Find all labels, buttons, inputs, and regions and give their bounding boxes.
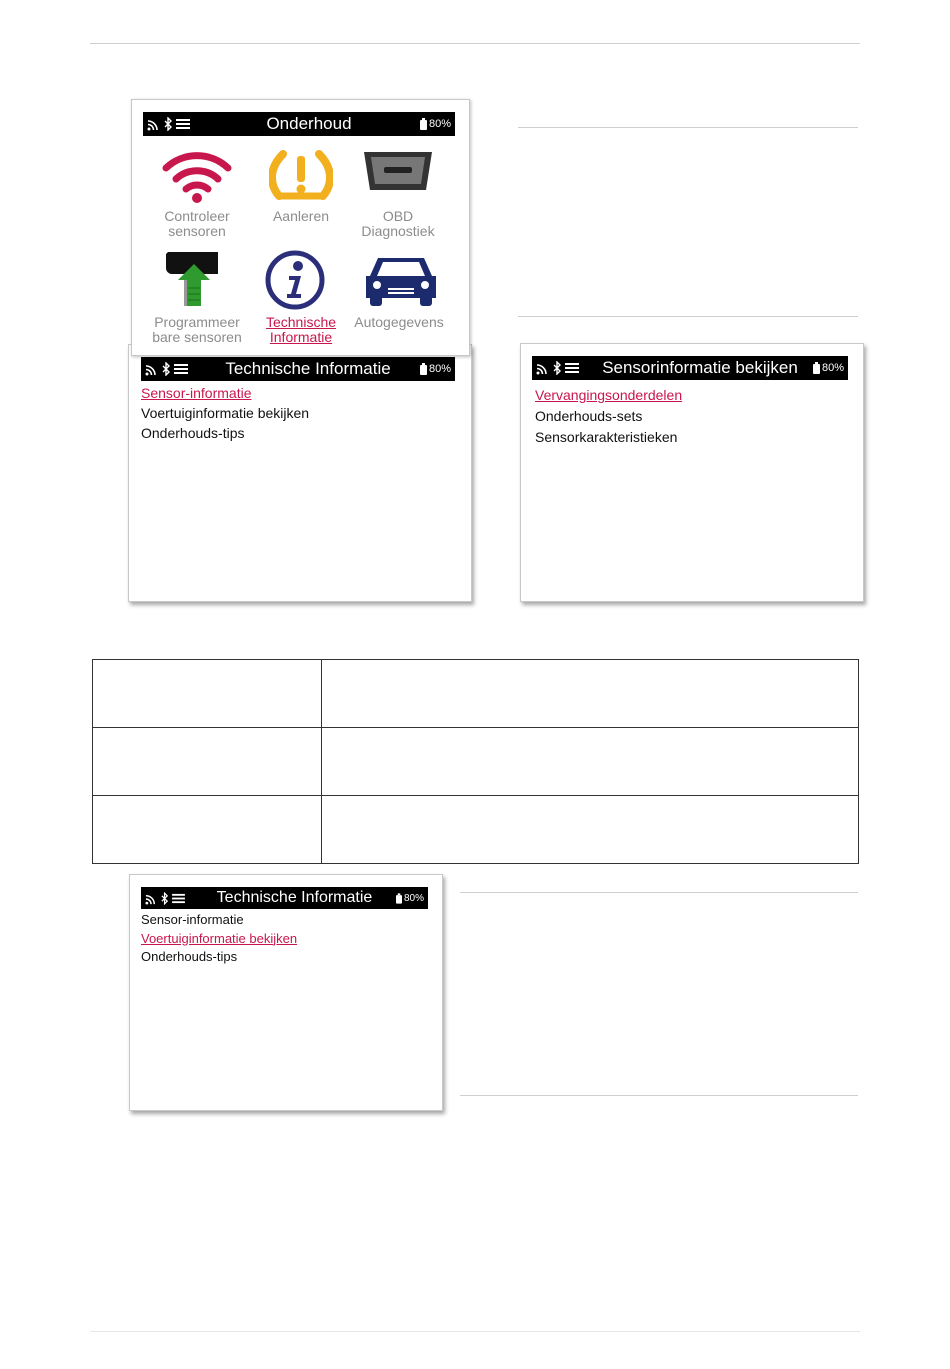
page-bottom-rule — [90, 1331, 860, 1332]
info-icon — [265, 250, 325, 310]
tile-car-data[interactable] — [349, 315, 449, 330]
section-rule — [518, 127, 858, 128]
table-cell — [322, 728, 859, 796]
bluetooth-icon — [164, 117, 173, 131]
tile-label-line1: Programmeer — [154, 314, 240, 330]
tile-obd-diagnostics[interactable] — [348, 209, 448, 239]
table-cell — [93, 728, 322, 796]
menu-item-replacement-parts[interactable]: Vervangingsonderdelen — [535, 387, 683, 403]
tile-label-line1: Controleer — [164, 208, 230, 224]
menu-item-sensor-characteristics[interactable]: Sensorkarakteristieken — [535, 429, 678, 445]
menu-icon[interactable] — [172, 893, 185, 904]
table-cell — [93, 796, 322, 864]
battery-level: 80% — [428, 363, 451, 375]
battery-level: 80% — [821, 362, 844, 374]
tile-label-line1: Autogegevens — [354, 314, 444, 330]
menu-item-service-kits[interactable]: Onderhouds-sets — [535, 408, 643, 424]
signal-icon — [145, 362, 159, 376]
signal-icon — [147, 117, 161, 131]
battery-icon — [396, 893, 402, 904]
signal-icon — [145, 892, 158, 905]
tile-label-line2: Diagnostiek — [361, 223, 435, 239]
title-bar — [141, 887, 428, 909]
tile-label-line2: Informatie — [269, 329, 333, 345]
screen-title: Onderhoud — [266, 114, 352, 133]
screen-title: Technische Informatie — [216, 889, 373, 906]
menu-icon[interactable] — [176, 118, 190, 130]
menu-list — [141, 383, 309, 443]
section-rule — [518, 316, 858, 317]
tile-label-line2: bare sensoren — [152, 329, 242, 345]
tpms-warning-icon — [269, 148, 333, 204]
menu-item-vehicle-info[interactable]: Voertuiginformatie bekijken — [141, 930, 298, 946]
tech-info-screen-2 — [129, 874, 443, 1111]
page-top-rule — [90, 43, 860, 44]
battery-icon — [420, 363, 427, 375]
signal-icon — [536, 361, 550, 375]
maintenance-screen — [131, 99, 470, 356]
menu-icon[interactable] — [174, 363, 188, 375]
table-row — [93, 728, 859, 796]
menu-icon[interactable] — [565, 362, 579, 374]
menu-item-maintenance-tips[interactable]: Onderhouds-tips — [141, 425, 245, 441]
screen-title: Technische Informatie — [225, 359, 391, 378]
menu-item-maintenance-tips[interactable]: Onderhouds-tips — [141, 949, 238, 964]
title-bar — [532, 356, 848, 380]
section-rule — [460, 1095, 858, 1096]
table-row — [93, 660, 859, 728]
wifi-icon — [162, 148, 232, 204]
menu-item-vehicle-info[interactable]: Voertuiginformatie bekijken — [141, 405, 310, 421]
table-row — [93, 796, 859, 864]
tile-label-line1: Technische — [265, 314, 337, 330]
battery-level: 80% — [428, 118, 451, 130]
screen-title: Sensorinformatie bekijken — [602, 358, 798, 377]
tile-technical-info[interactable] — [251, 315, 351, 345]
tile-program-sensors[interactable] — [147, 315, 247, 345]
battery-level: 80% — [403, 892, 424, 904]
bluetooth-icon — [553, 361, 562, 375]
section-rule — [460, 892, 858, 893]
battery-icon — [813, 362, 820, 374]
car-icon — [364, 250, 438, 308]
tile-label-line1: OBD — [382, 208, 414, 224]
tile-label-line2: sensoren — [168, 223, 226, 239]
table-cell — [322, 796, 859, 864]
menu-list — [535, 385, 682, 448]
battery-icon — [420, 118, 427, 130]
title-bar — [141, 357, 455, 381]
tile-check-sensors[interactable] — [147, 209, 247, 239]
program-sensor-icon — [162, 250, 226, 308]
table-cell — [93, 660, 322, 728]
bluetooth-icon — [162, 362, 171, 376]
tile-label-line1: Aanleren — [272, 208, 330, 224]
title-bar — [143, 112, 455, 136]
menu-list — [141, 911, 297, 967]
sensor-info-screen — [520, 343, 864, 602]
info-table — [92, 659, 859, 864]
bluetooth-icon — [161, 892, 169, 905]
tech-info-screen — [128, 344, 472, 602]
table-cell — [322, 660, 859, 728]
menu-item-sensor-info[interactable]: Sensor-informatie — [141, 912, 244, 927]
menu-item-sensor-info[interactable]: Sensor-informatie — [141, 385, 252, 401]
obd-connector-icon — [362, 148, 434, 198]
tile-learn[interactable] — [251, 209, 351, 224]
